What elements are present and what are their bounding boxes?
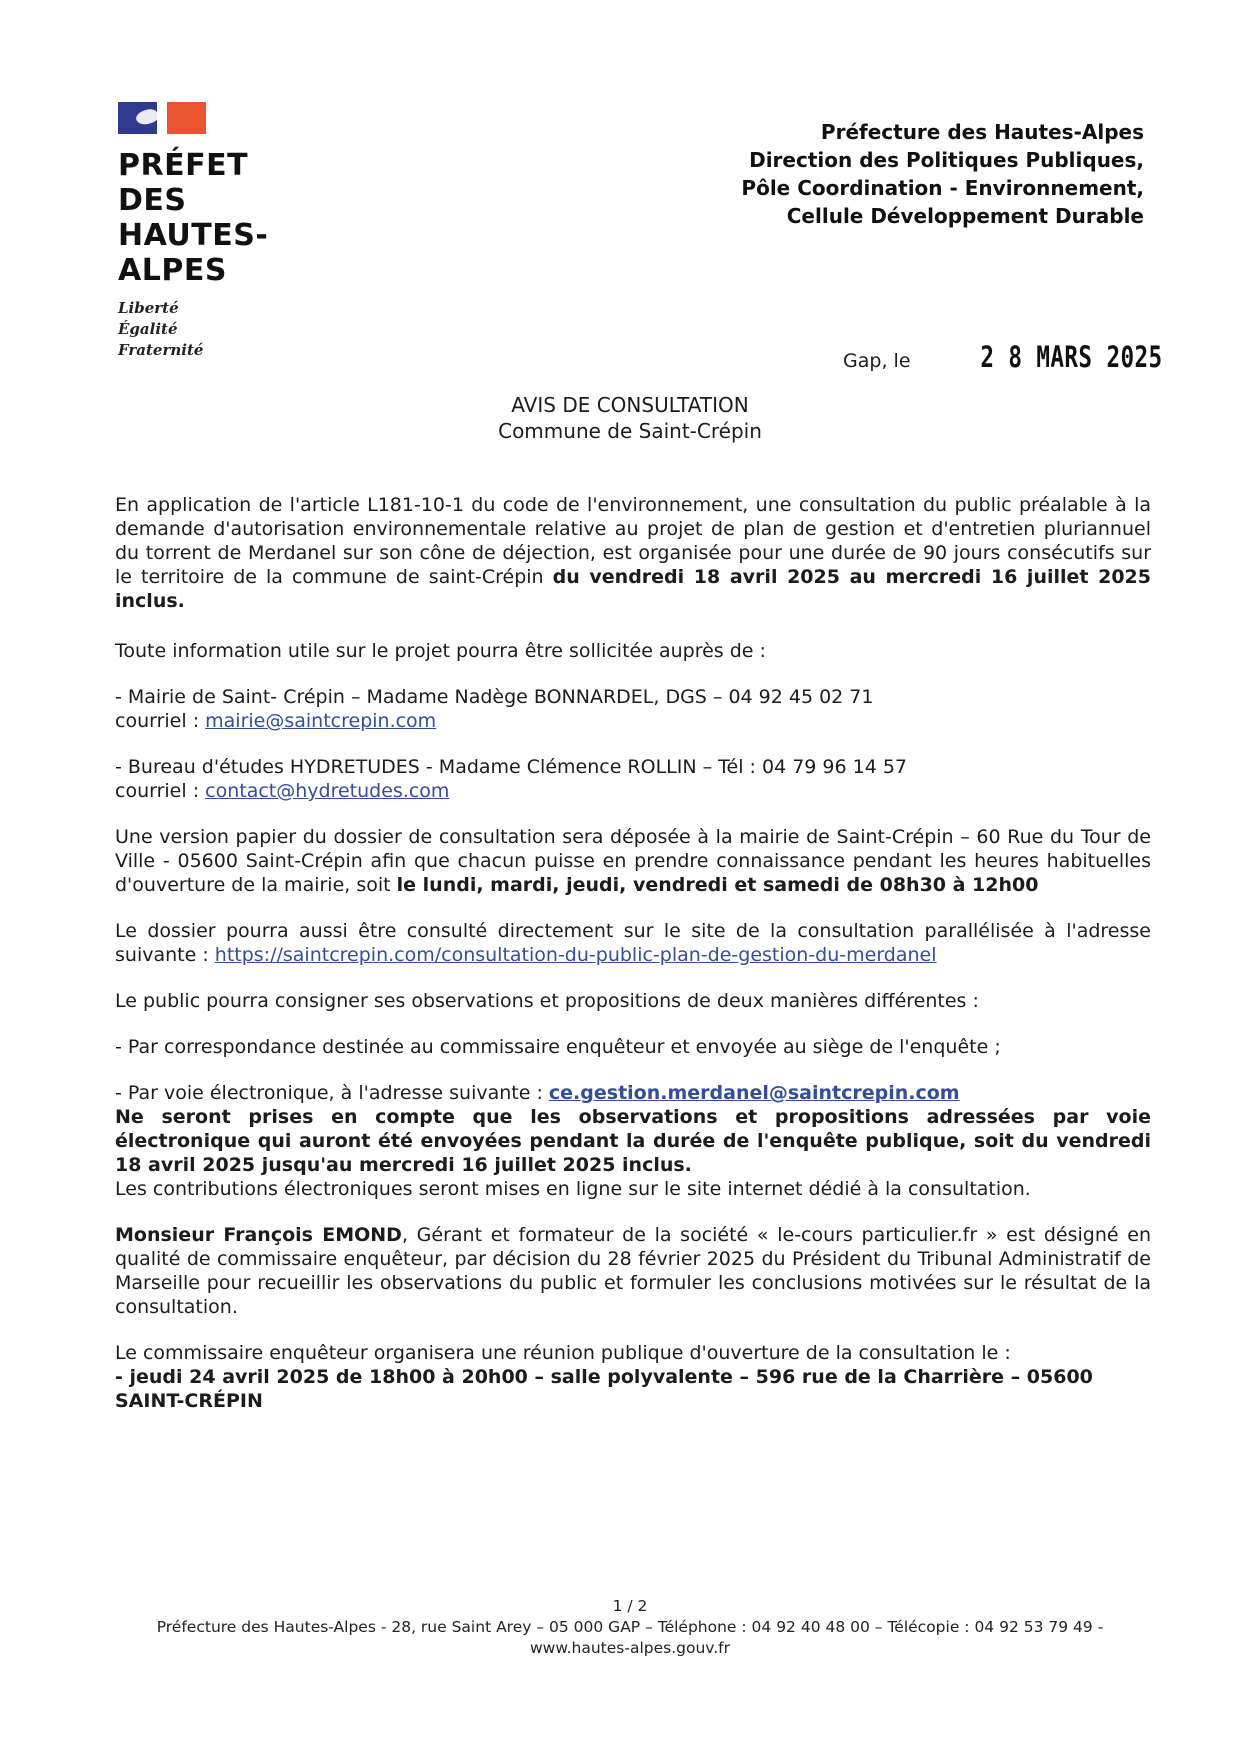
paragraph-by-mail: - Par correspondance destinée au commissaire enquêteur et envoyée au siège de l'enquête ; [115, 1036, 1001, 1058]
date-stamp: 2 8 MARS 2025 [979, 340, 1162, 374]
paragraph-information: Toute information utile sur le projet pourra être sollicitée auprès de : [115, 640, 766, 662]
republic-motto: Liberté Égalité Fraternité [118, 299, 204, 359]
footer-website: www.hautes-alpes.gouv.fr [529, 1639, 731, 1657]
paragraph-public-meeting: Le commissaire enquêteur organisera une réunion publique d'ouverture de la consultation le : - jeudi 24 avril 2025 de 18h00 à 20h00 – salle polyvalente – 596 rue de la Charrière – 05600 SAINT-CRÉPIN [115, 1342, 1093, 1412]
document-title [0, 392, 1240, 444]
consultation-url-link[interactable]: https://saintcrepin.com/consultation-du-public-plan-de-gestion-du-merdanel [214, 944, 937, 966]
paragraph-intro: En application de l'article L181-10-1 du code de l'environnement, une consultation du public préalable à la demande d'autorisation environnementale relative au projet de plan de gestion et d'entretien pluriannuel du torrent de Merdanel sur son cône de déjection, est organisée pour une durée de 90 jours consécutifs sur le territoire de la commune de saint-Crépin du vendredi 18 avril 2025 au mercredi 16 juillet 2025 inclus. [115, 494, 1151, 612]
title-line-2: Commune de Saint-Crépin [498, 419, 762, 443]
paragraph-commissioner: Monsieur François EMOND, Gérant et formateur de la société « le-cours particulier.fr » est désigné en qualité de commissaire enquêteur, par décision du 28 février 2025 du Président du Tribunal Administratif de Marseille pour recueillir les observations du public et formuler les conclusions motivées sur le résultat de la consultation. [115, 1224, 1151, 1318]
footer-address: Préfecture des Hautes-Alpes - 28, rue Saint Arey – 05 000 GAP – Téléphone : 04 92 40 48 00 – Télécopie : 04 92 53 79 49 - [156, 1618, 1104, 1636]
page-number: 1 / 2 [612, 1597, 648, 1615]
date-place: Gap, le [843, 350, 911, 372]
prefet-logo [118, 102, 338, 361]
notice-body [115, 493, 1151, 1413]
logo-title: PRÉFET DES HAUTES- ALPES [118, 148, 269, 288]
marianne-flag-icon [118, 102, 206, 134]
paragraph-online-version: Le dossier pourra aussi être consulté directement sur le site de la consultation parallélisée à l'adresse suivante : https://saintcrepin.com/consultation-du-public-plan-de-gestion-du-merdanel [115, 920, 1151, 966]
document-date [843, 340, 1162, 374]
paragraph-electronic: - Par voie électronique, à l'adresse suivante : ce.gestion.merdanel@saintcrepin.com Ne seront prises en compte que les observations et propositions adressées par voie électronique qui auront été envoyées pendant la durée de l'enquête publique, soit du vendredi 18 avril 2025 jusqu'au mercredi 16 juillet 2025 inclus. Les contributions électroniques seront mises en ligne sur le site internet dédié à la consultation. [115, 1082, 1151, 1200]
hydretudes-email-link[interactable]: contact@hydretudes.com [205, 780, 450, 802]
contact-mairie: - Mairie de Saint- Crépin – Madame Nadège BONNARDEL, DGS – 04 92 45 02 71 courriel : mairie@saintcrepin.com [115, 686, 874, 732]
paragraph-paper-version: Une version papier du dossier de consultation sera déposée à la mairie de Saint-Crépin – 60 Rue du Tour de Ville - 05600 Saint-Crépin afin que chacun puisse en prendre connaissance pendant les heures habituelles d'ouverture de la mairie, soit le lundi, mardi, jeudi, vendredi et samedi de 08h30 à 12h00 [115, 826, 1151, 896]
page-footer [0, 1596, 1240, 1659]
paragraph-observations: Le public pourra consigner ses observations et propositions de deux manières différentes : [115, 990, 979, 1012]
title-line-1: AVIS DE CONSULTATION [511, 393, 749, 417]
issuing-service: Préfecture des Hautes-Alpes Direction des Politiques Publiques, Pôle Coordination - Environnement, Cellule Développement Durable [741, 120, 1144, 228]
consultation-email-link[interactable]: ce.gestion.merdanel@saintcrepin.com [548, 1082, 960, 1104]
mairie-email-link[interactable]: mairie@saintcrepin.com [205, 710, 437, 732]
contact-hydretudes: - Bureau d'études HYDRETUDES - Madame Clémence ROLLIN – Tél : 04 79 96 14 57 courriel : contact@hydretudes.com [115, 756, 908, 802]
